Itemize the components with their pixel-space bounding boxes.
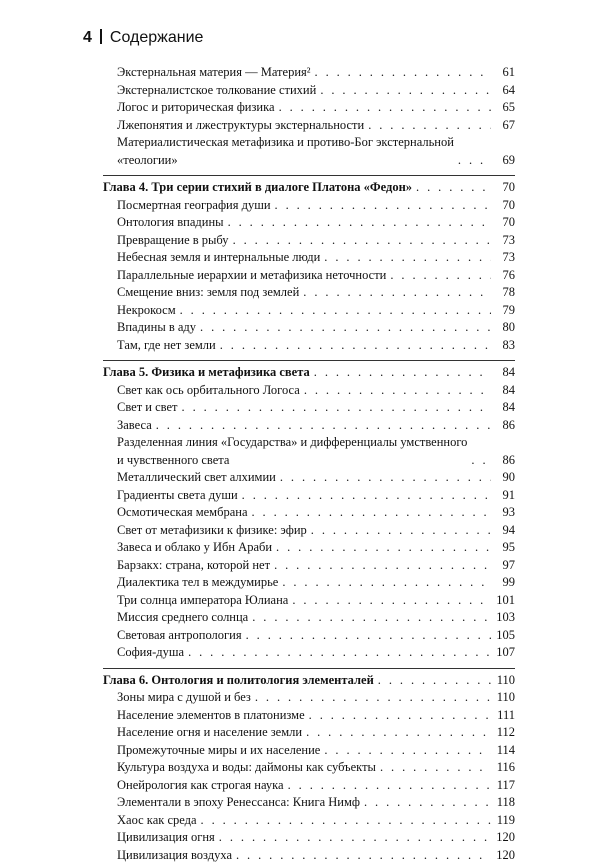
toc-entry-title: Цивилизация огня <box>117 829 217 847</box>
toc-page-number: 99 <box>502 575 515 589</box>
header-separator <box>100 29 102 44</box>
toc-entry <box>103 539 515 557</box>
toc-chapter-entry <box>103 364 515 382</box>
toc-entry-title: Логос и риторическая физика <box>117 99 277 117</box>
toc-page-number: 84 <box>502 365 515 379</box>
toc-entry <box>103 82 515 100</box>
toc-page-number: 86 <box>502 452 515 467</box>
toc-entry-title: Цивилизация воздуха <box>117 847 234 865</box>
section-divider <box>103 360 515 361</box>
toc-entry <box>103 777 515 795</box>
toc-entry-title <box>117 434 469 469</box>
dot-leader <box>201 812 491 830</box>
running-header-title: Содержание <box>109 29 204 46</box>
dot-leader <box>282 574 491 592</box>
toc-entry <box>103 232 515 250</box>
toc-page-number: 120 <box>496 847 515 862</box>
toc-entry-title: Миссия среднего солнца <box>117 609 250 627</box>
toc-entry-title: Экстерналистское толкование стихий <box>117 82 318 100</box>
dot-leader <box>233 232 491 250</box>
dot-leader <box>292 592 491 610</box>
toc-entry-title: Световая антропология <box>117 627 244 645</box>
toc-entry <box>103 759 515 777</box>
dot-leader <box>279 99 491 117</box>
dot-leader <box>274 557 491 575</box>
toc-page-number: 103 <box>496 610 515 624</box>
toc-page-number: 97 <box>502 557 515 572</box>
toc-entry <box>103 417 515 435</box>
toc-entry-title: Параллельные иерархии и метафизика неточности <box>117 267 388 285</box>
toc-entry <box>103 302 515 320</box>
toc-page-number: 90 <box>502 470 515 484</box>
toc-page-number: 105 <box>496 627 515 642</box>
toc-page-number: 110 <box>496 690 515 704</box>
toc-entry <box>103 99 515 117</box>
toc-entry-title: Промежуточные миры и их население <box>117 742 322 760</box>
toc-page-number: 111 <box>497 707 515 722</box>
dot-leader <box>304 382 491 400</box>
toc-entry-title: Небесная земля и интернальные люди <box>117 249 322 267</box>
dot-leader <box>228 214 491 232</box>
table-of-contents <box>103 64 515 867</box>
dot-leader <box>315 64 491 82</box>
dot-leader <box>180 302 491 320</box>
toc-entry-title <box>117 134 456 169</box>
toc-page-number: 64 <box>502 82 515 97</box>
section-gap <box>103 169 515 172</box>
toc-entry <box>103 522 515 540</box>
toc-page-number: 73 <box>502 232 515 247</box>
toc-page-number: 70 <box>502 215 515 229</box>
dot-leader <box>242 487 491 505</box>
toc-entry-title: Лжепонятия и лжеструктуры экстернальности <box>117 117 366 135</box>
dot-leader <box>275 197 491 215</box>
toc-page-number: 70 <box>502 197 515 212</box>
dot-leader <box>324 249 491 267</box>
dot-leader <box>182 399 491 417</box>
dot-leader <box>324 742 491 760</box>
toc-entry-title: Смещение вниз: земля под землей <box>117 284 301 302</box>
toc-entry-title: Посмертная география души <box>117 197 273 215</box>
toc-entry <box>103 487 515 505</box>
dot-leader <box>255 689 491 707</box>
toc-page-number: 70 <box>502 180 515 194</box>
toc-page-number: 117 <box>496 777 515 792</box>
dot-leader <box>364 794 491 812</box>
dot-leader <box>252 504 492 522</box>
dot-leader <box>303 284 491 302</box>
section-divider <box>103 668 515 669</box>
toc-entry-title: Онтология впадины <box>117 214 226 232</box>
toc-page-number: 78 <box>502 285 515 299</box>
toc-entry-title: Свет и свет <box>117 399 180 417</box>
toc-chapter-title: Глава 4. Три серии стихий в диалоге Платона «Федон» <box>103 179 414 197</box>
dot-leader <box>471 452 491 470</box>
section-divider <box>103 175 515 176</box>
toc-entry <box>103 689 515 707</box>
toc-page-number: 69 <box>502 152 515 167</box>
toc-page-number: 110 <box>496 672 515 687</box>
toc-page-number: 73 <box>502 250 515 264</box>
toc-entry <box>103 319 515 337</box>
dot-leader <box>200 319 491 337</box>
toc-entry-title: Хаос как среда <box>117 812 199 830</box>
toc-entry <box>103 134 515 169</box>
toc-entry-title: Некрокосм <box>117 302 178 320</box>
toc-entry-title: София-душа <box>117 644 186 662</box>
toc-entry <box>103 337 515 355</box>
toc-chapter-entry <box>103 179 515 197</box>
toc-entry <box>103 284 515 302</box>
toc-page-number: 93 <box>502 505 515 519</box>
toc-entry-title: Осмотическая мембрана <box>117 504 250 522</box>
toc-entry-title: Превращение в рыбу <box>117 232 231 250</box>
dot-leader <box>390 267 491 285</box>
toc-entry-title: Завеса и облако у Ибн Араби <box>117 539 274 557</box>
toc-entry <box>103 504 515 522</box>
dot-leader <box>320 82 491 100</box>
toc-entry <box>103 829 515 847</box>
toc-entry-title: Градиенты света души <box>117 487 240 505</box>
toc-page-number: 86 <box>502 417 515 432</box>
toc-entry <box>103 609 515 627</box>
toc-page-number: 118 <box>496 795 515 809</box>
toc-page-number: 95 <box>502 540 515 554</box>
toc-chapter-title: Глава 6. Онтология и политология элементалей <box>103 672 376 690</box>
dot-leader <box>188 644 491 662</box>
toc-entry <box>103 707 515 725</box>
dot-leader <box>246 627 491 645</box>
dot-leader <box>219 829 491 847</box>
dot-leader <box>156 417 491 435</box>
toc-entry-title: Диалектика тел в междумирье <box>117 574 280 592</box>
toc-page-number: 120 <box>496 830 515 844</box>
toc-page-number: 119 <box>496 812 515 827</box>
running-header <box>83 28 203 48</box>
page-number: 4 <box>83 29 92 46</box>
toc-entry-title: Впадины в аду <box>117 319 198 337</box>
toc-page-number: 79 <box>502 302 515 317</box>
toc-entry-title-line: и чувственного света <box>117 452 230 467</box>
toc-page-number: 61 <box>502 65 515 79</box>
toc-entry <box>103 627 515 645</box>
toc-entry <box>103 197 515 215</box>
toc-entry-title-line: «теологии» <box>117 152 178 167</box>
toc-entry-title: Экстернальная материя — Материя² <box>117 64 313 82</box>
toc-entry <box>103 557 515 575</box>
toc-page-number: 84 <box>502 400 515 414</box>
dot-leader <box>252 609 491 627</box>
toc-entry <box>103 742 515 760</box>
section-gap <box>103 354 515 357</box>
toc-entry-title: Свет как ось орбитального Логоса <box>117 382 302 400</box>
toc-entry <box>103 382 515 400</box>
toc-page-number: 91 <box>502 487 515 502</box>
dot-leader <box>276 539 491 557</box>
toc-entry-title: Барзакх: страна, которой нет <box>117 557 272 575</box>
toc-entry <box>103 434 515 469</box>
toc-page-number: 114 <box>496 742 515 757</box>
toc-entry <box>103 812 515 830</box>
toc-entry <box>103 214 515 232</box>
toc-entry <box>103 847 515 865</box>
toc-page-number: 76 <box>502 267 515 282</box>
toc-page-number: 101 <box>496 592 515 607</box>
dot-leader <box>309 707 491 725</box>
toc-entry-title: Онейрология как строгая наука <box>117 777 286 795</box>
toc-entry-title-line: Материалистическая метафизика и противо-Бог экстернальной <box>117 135 454 149</box>
toc-chapter-entry <box>103 672 515 690</box>
toc-entry <box>103 249 515 267</box>
dot-leader <box>311 522 491 540</box>
toc-page-number: 84 <box>502 382 515 397</box>
toc-entry-title: Там, где нет земли <box>117 337 218 355</box>
toc-entry-title: Три солнца императора Юлиана <box>117 592 290 610</box>
toc-chapter-title: Глава 5. Физика и метафизика света <box>103 364 312 382</box>
toc-entry-title: Металлический свет алхимии <box>117 469 278 487</box>
dot-leader <box>416 179 491 197</box>
toc-entry-title: Элементали в эпоху Ренессанса: Книга Нимф <box>117 794 362 812</box>
toc-entry <box>103 64 515 82</box>
toc-entry-title: Завеса <box>117 417 154 435</box>
toc-page-number: 116 <box>496 760 515 774</box>
toc-entry <box>103 399 515 417</box>
toc-entry-title-line: Разделенная линия «Государства» и дифференциалы умственного <box>117 435 468 449</box>
toc-entry <box>103 794 515 812</box>
toc-entry-title: Свет от метафизики к физике: эфир <box>117 522 309 540</box>
toc-page-number: 67 <box>502 117 515 132</box>
toc-entry-title: Культура воздуха и воды: даймоны как субъекты <box>117 759 378 777</box>
toc-entry <box>103 267 515 285</box>
toc-page-number: 94 <box>502 522 515 537</box>
dot-leader <box>288 777 491 795</box>
dot-leader <box>220 337 491 355</box>
toc-entry <box>103 592 515 610</box>
toc-entry-title: Население элементов в платонизме <box>117 707 307 725</box>
dot-leader <box>280 469 491 487</box>
dot-leader <box>458 152 491 170</box>
toc-entry <box>103 117 515 135</box>
toc-entry <box>103 724 515 742</box>
dot-leader <box>368 117 491 135</box>
toc-page-number: 83 <box>502 337 515 352</box>
toc-entry-title: Население огня и население земли <box>117 724 304 742</box>
toc-page-number: 80 <box>502 320 515 334</box>
toc-entry-title: Зоны мира с душой и без <box>117 689 253 707</box>
dot-leader <box>314 364 491 382</box>
toc-page-number: 107 <box>496 645 515 659</box>
toc-entry <box>103 469 515 487</box>
toc-page-number: 65 <box>502 100 515 114</box>
toc-entry <box>103 644 515 662</box>
section-gap <box>103 662 515 665</box>
dot-leader <box>378 672 491 690</box>
dot-leader <box>306 724 491 742</box>
toc-entry <box>103 574 515 592</box>
dot-leader <box>380 759 491 777</box>
dot-leader <box>236 847 491 865</box>
toc-page-number: 112 <box>496 725 515 739</box>
